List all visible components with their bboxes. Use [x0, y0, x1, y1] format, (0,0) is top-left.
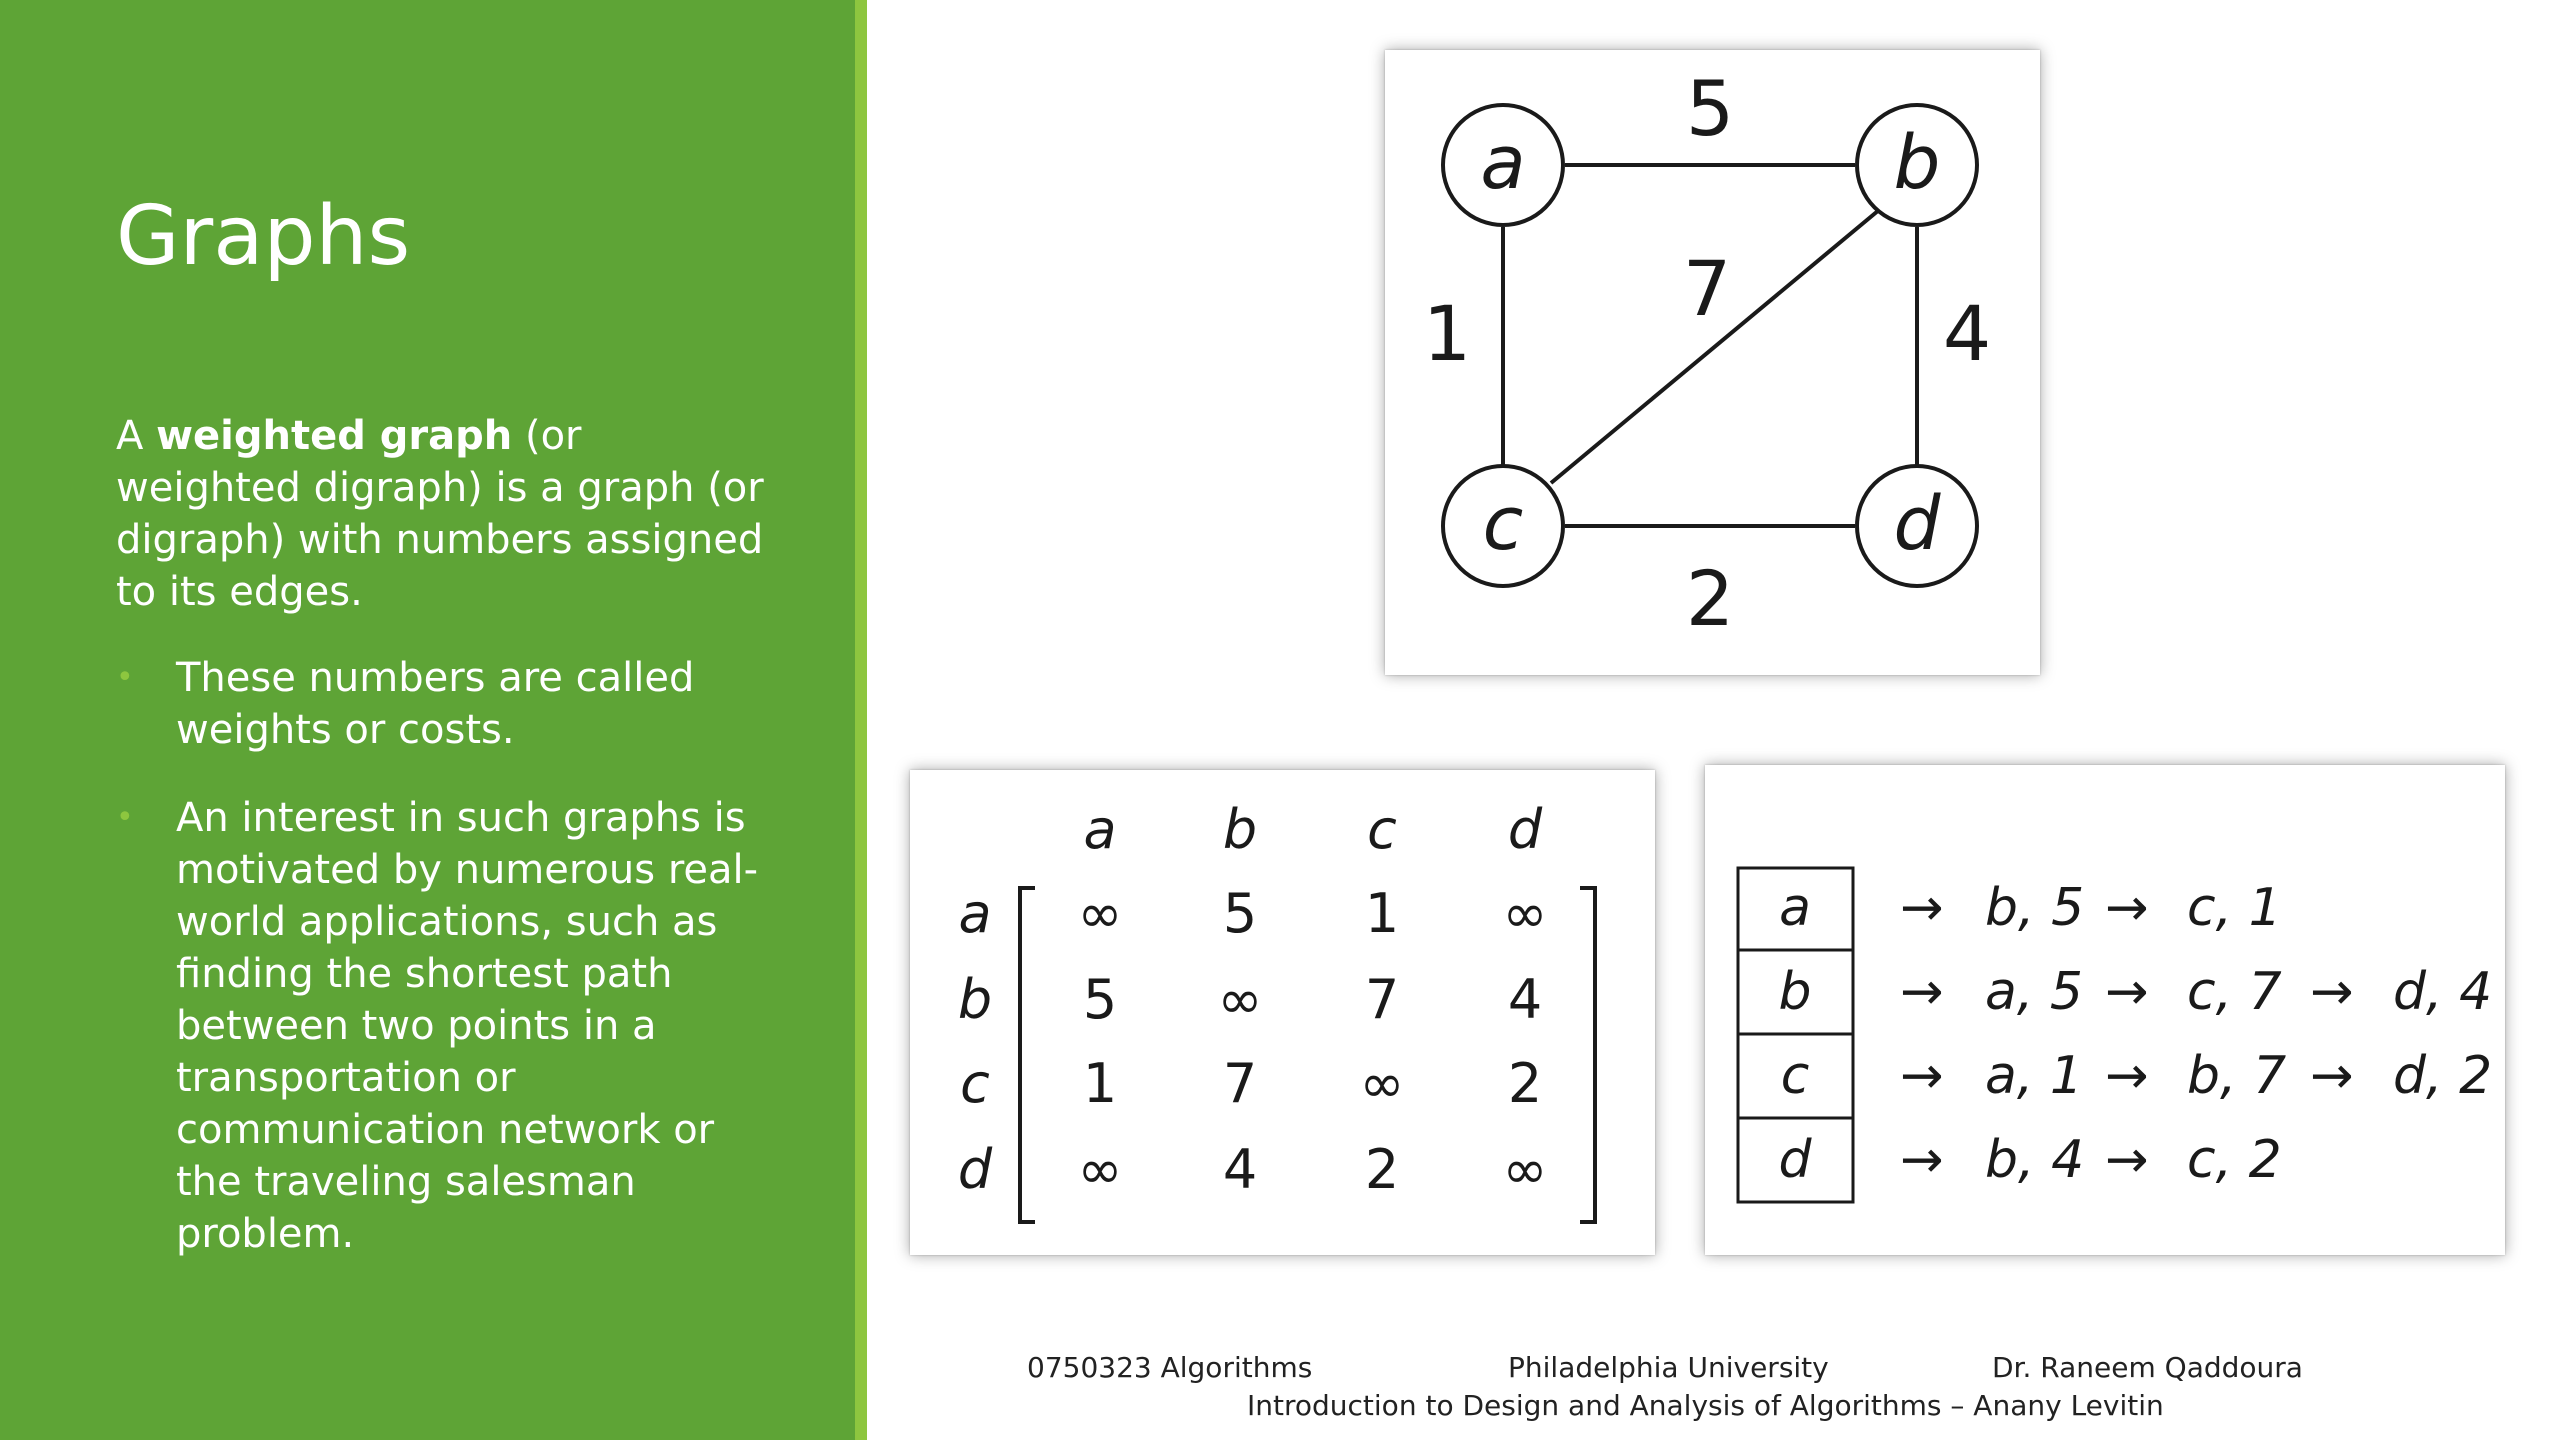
- intro-paragraph: [116, 410, 766, 618]
- matrix-cell: ∞: [1502, 1138, 1548, 1201]
- slide-title: Graphs: [116, 189, 411, 284]
- accent-stripe: [855, 0, 867, 1440]
- list-entry: c, 2: [2187, 1130, 2282, 1190]
- graph-figure: [1385, 50, 2040, 675]
- matrix-col-header: a: [1083, 798, 1117, 861]
- bullet-icon: •: [116, 660, 134, 695]
- bullet-list: [116, 652, 766, 1260]
- weight-b-c: 7: [1682, 244, 1732, 333]
- list-entry: b, 5: [1985, 878, 2085, 938]
- intro-bold-term: weighted graph: [156, 413, 513, 459]
- vertex-label: c: [1780, 1046, 1810, 1106]
- list-entry: b, 4: [1985, 1130, 2085, 1190]
- matrix-cell: 4: [1507, 968, 1543, 1031]
- vertex-label: d: [1778, 1130, 1812, 1190]
- list-arrow: →: [2105, 1046, 2149, 1106]
- matrix-left-bracket: [1020, 888, 1035, 1222]
- weight-c-d: 2: [1685, 554, 1735, 643]
- matrix-cell: ∞: [1077, 882, 1123, 945]
- graph-svg: [1385, 50, 2040, 675]
- list-arrow: →: [2105, 1130, 2149, 1190]
- node-label-b: b: [1893, 120, 1941, 206]
- matrix-cell: 1: [1364, 882, 1400, 945]
- matrix-cell: 7: [1364, 968, 1400, 1031]
- matrix-cell: 2: [1364, 1138, 1400, 1201]
- slide-body: [116, 410, 766, 1296]
- bullet-icon: •: [116, 800, 134, 835]
- vertex-label: b: [1778, 962, 1812, 1022]
- list-arrow: →: [2105, 878, 2149, 938]
- list-arrow: →: [1900, 962, 1944, 1022]
- matrix-row-header: c: [960, 1052, 990, 1115]
- list-entry: d, 4: [2393, 962, 2493, 1022]
- matrix-cell: ∞: [1502, 882, 1548, 945]
- weight-b-d: 4: [1942, 289, 1992, 378]
- list-arrow: →: [1900, 1046, 1944, 1106]
- matrix-cell: 1: [1082, 1052, 1118, 1115]
- list-entry: c, 1: [2187, 878, 2282, 938]
- matrix-cell: ∞: [1217, 968, 1263, 1031]
- list-arrow: →: [1900, 1130, 1944, 1190]
- list-arrow: →: [1900, 878, 1944, 938]
- node-label-c: c: [1482, 481, 1524, 567]
- footer-author: Dr. Raneem Qaddoura: [1992, 1351, 2303, 1384]
- list-arrow: →: [2105, 962, 2149, 1022]
- footer-book: Introduction to Design and Analysis of Algorithms – Anany Levitin: [1247, 1389, 2164, 1422]
- weight-a-c: 1: [1422, 289, 1472, 378]
- bullet-item: [116, 792, 766, 1260]
- list-entry: d, 2: [2393, 1046, 2493, 1106]
- matrix-cell: 5: [1082, 968, 1118, 1031]
- weight-a-b: 5: [1685, 64, 1735, 153]
- vertex-label: a: [1779, 878, 1811, 938]
- intro-post: (or weighted digraph) is a graph (or digraph) with numbers assigned to its edges.: [116, 413, 764, 615]
- matrix-cell: 7: [1222, 1052, 1258, 1115]
- list-entry: b, 7: [2187, 1046, 2287, 1106]
- weight-matrix-figure: [910, 770, 1655, 1255]
- list-arrow: →: [2310, 1046, 2354, 1106]
- list-arrow: →: [2310, 962, 2354, 1022]
- node-label-d: d: [1893, 481, 1941, 567]
- matrix-col-header: c: [1367, 798, 1397, 861]
- matrix-cell: 4: [1222, 1138, 1258, 1201]
- intro-pre: A: [116, 413, 157, 459]
- matrix-right-bracket: [1580, 888, 1595, 1222]
- adjacency-list-figure: [1705, 765, 2505, 1255]
- matrix-row-header: d: [957, 1138, 993, 1201]
- matrix-svg: [910, 770, 1655, 1255]
- adjacency-svg: [1705, 765, 2505, 1255]
- matrix-col-header: b: [1222, 798, 1258, 861]
- bullet-text: These numbers are called weights or costs.: [176, 655, 695, 753]
- matrix-row-header: b: [957, 968, 993, 1031]
- matrix-cell: ∞: [1359, 1052, 1405, 1115]
- matrix-cell: 2: [1507, 1052, 1543, 1115]
- node-label-a: a: [1480, 120, 1526, 206]
- matrix-col-header: d: [1507, 798, 1543, 861]
- matrix-cell: ∞: [1077, 1138, 1123, 1201]
- matrix-row-header: a: [958, 882, 992, 945]
- footer-course: 0750323 Algorithms: [1027, 1351, 1313, 1384]
- bullet-text: An interest in such graphs is motivated by numerous real-world applications, such as finding the shortest path between two points in a transportation or communication network or the traveling salesman problem.: [176, 795, 759, 1257]
- footer-university: Philadelphia University: [1508, 1351, 1829, 1384]
- list-entry: a, 5: [1985, 962, 2084, 1022]
- list-entry: a, 1: [1985, 1046, 2084, 1106]
- bullet-item: [116, 652, 766, 756]
- matrix-cell: 5: [1222, 882, 1258, 945]
- list-entry: c, 7: [2187, 962, 2282, 1022]
